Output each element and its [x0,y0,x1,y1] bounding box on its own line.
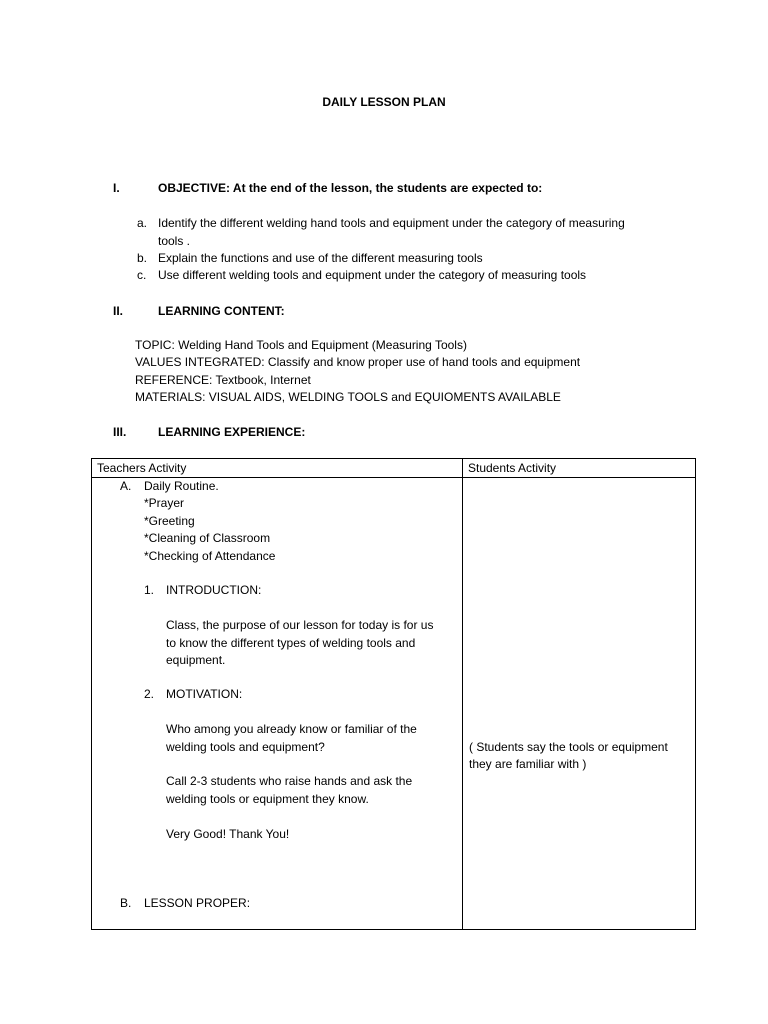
section-heading-objective: OBJECTIVE: At the end of the lesson, the students are expected to: [158,181,543,195]
table-header-row [92,459,696,478]
content-reference: REFERENCE: Textbook, Internet [135,373,311,387]
section-number-3: III. [113,425,127,439]
student-response-line2: they are familiar with ) [469,757,587,771]
introduction-number: 1. [144,583,155,597]
table-body-row [92,478,696,930]
objective-letter-a: a. [137,216,148,230]
teachers-activity-cell [92,478,463,930]
objective-letter-c: c. [137,268,147,282]
objective-letter-b: b. [137,251,148,265]
motivation-praise: Very Good! Thank You! [166,827,290,841]
section-number-2: II. [113,304,124,318]
objective-a-line2: tools . [158,234,191,248]
header-teachers-label: Teachers Activity [97,461,187,475]
objective-b-text: Explain the functions and use of the different measuring tools [158,251,483,265]
routine-cleaning: *Cleaning of Classroom [144,531,271,545]
section-number-1: I. [113,181,120,195]
objective-c-text: Use different welding tools and equipment under the category of measuring tools [158,268,587,282]
motivation-question-line2: welding tools and equipment? [166,740,325,754]
content-materials: MATERIALS: VISUAL AIDS, WELDING TOOLS and EQUIOMENTS AVAILABLE [135,390,561,404]
introduction-label: INTRODUCTION: [166,583,262,597]
motivation-number: 2. [144,687,155,701]
motivation-label: MOTIVATION: [166,687,243,701]
lesson-proper-letter: B. [120,896,132,910]
document-title: DAILY LESSON PLAN [322,95,446,109]
introduction-line1: Class, the purpose of our lesson for today is for us [166,618,434,632]
objective-a-line1: Identify the different welding hand tools and equipment under the category of measuring [158,216,625,230]
routine-attendance: *Checking of Attendance [144,549,276,563]
introduction-line3: equipment. [166,653,226,667]
motivation-call-line1: Call 2-3 students who raise hands and ask the [166,774,413,788]
section-heading-learning-experience: LEARNING EXPERIENCE: [158,425,306,439]
content-values: VALUES INTEGRATED: Classify and know proper use of hand tools and equipment [135,355,581,369]
header-teachers-activity [92,459,463,478]
daily-routine-letter: A. [120,479,132,493]
header-students-activity [463,459,696,478]
motivation-call-line2: welding tools or equipment they know. [166,792,369,806]
lesson-proper-label: LESSON PROPER: [144,896,251,910]
students-activity-cell [463,478,696,930]
introduction-line2: to know the different types of welding tools and [166,636,416,650]
learning-activity-table [91,458,696,930]
header-students-label: Students Activity [468,461,557,475]
daily-routine-label: Daily Routine. [144,479,219,493]
motivation-question-line1: Who among you already know or familiar of the [166,722,417,736]
section-heading-learning-content: LEARNING CONTENT: [158,304,285,318]
routine-greeting: *Greeting [144,514,195,528]
student-response-line1: ( Students say the tools or equipment [469,740,668,754]
routine-prayer: *Prayer [144,496,185,510]
content-topic: TOPIC: Welding Hand Tools and Equipment (Measuring Tools) [135,338,467,352]
